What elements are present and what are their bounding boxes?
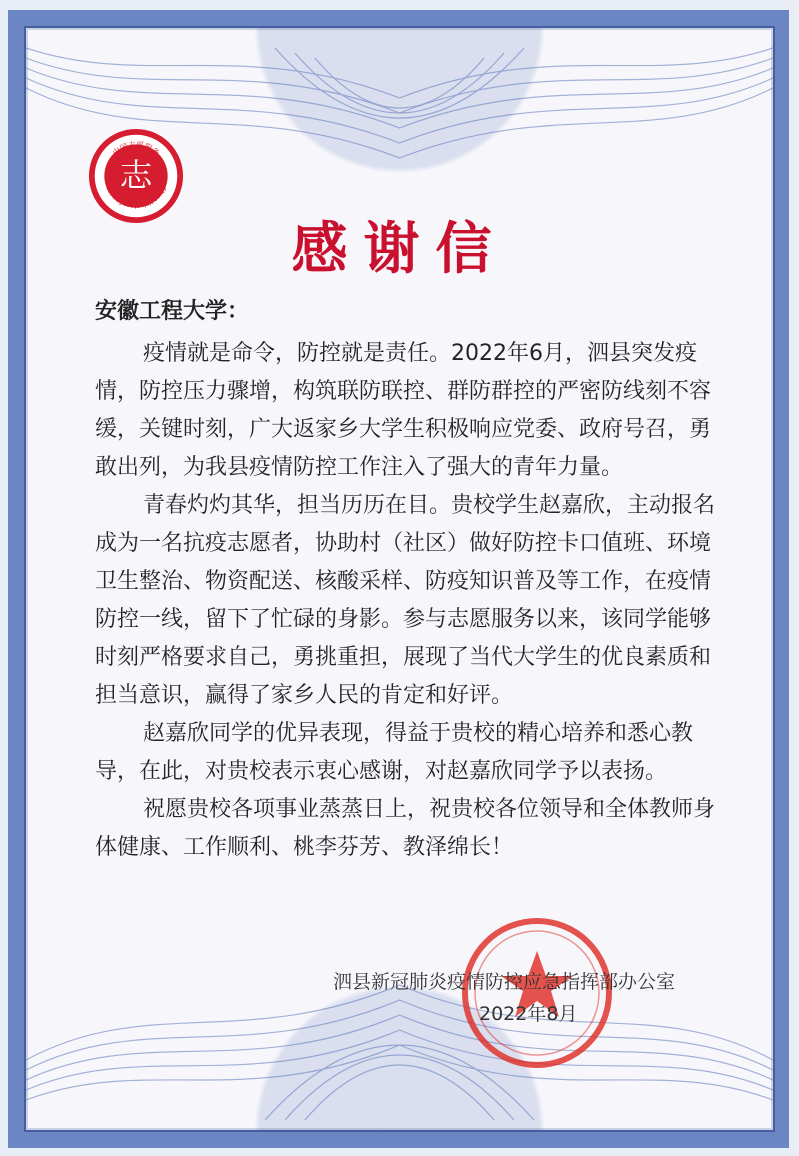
paragraph-2: 青春灼灼其华，担当历历在目。贵校学生赵嘉欣，主动报名成为一名抗疫志愿者，协助村（社区）做好防控卡口值班、环境卫生整治、物资配送、核酸采样、防疫知识普及等工作，在疫情防控一线，留下了忙碌的身影。参与志愿服务以来，该同学能够时刻严格要求自己，勇挑重担，展现了当代大学生的优良素质和担当意识，赢得了家乡人民的肯定和好评。 bbox=[95, 493, 716, 708]
addressee: 安徽工程大学： bbox=[95, 299, 250, 324]
paragraph-3: 赵嘉欣同学的优异表现，得益于贵校的精心培养和悉心教导，在此，对贵校表示衷心感谢，对赵嘉欣同学予以表扬。 bbox=[95, 721, 694, 784]
logo-center-char: 志 bbox=[119, 156, 153, 195]
signature-block bbox=[333, 967, 733, 1029]
certificate-title: 感谢信 bbox=[291, 216, 508, 282]
signature-date: 2022年8月 bbox=[479, 1003, 578, 1025]
paragraph-4: 祝愿贵校各项事业蒸蒸日上，祝贵校各位领导和全体教师身体健康、工作顺利、桃李芬芳、教泽绵长！ bbox=[95, 797, 716, 860]
paragraph-1: 疫情就是命令，防控就是责任。2022年6月，泗县突发疫情，防控压力骤增，构筑联防联控、群防群控的严密防线刻不容缓，关键时刻，广大返家乡大学生积极响应党委、政府号召，勇敢出列，为我县疫情防控工作注入了强大的青年力量。 bbox=[95, 341, 712, 480]
logo-bottom-text: China Volunteer Service bbox=[105, 185, 167, 209]
signature-organization: 泗县新冠肺炎疫情防控应急指挥部办公室 bbox=[333, 971, 676, 993]
letter-content bbox=[95, 293, 715, 867]
logo-top-text: 中国志愿服务 bbox=[110, 140, 162, 158]
